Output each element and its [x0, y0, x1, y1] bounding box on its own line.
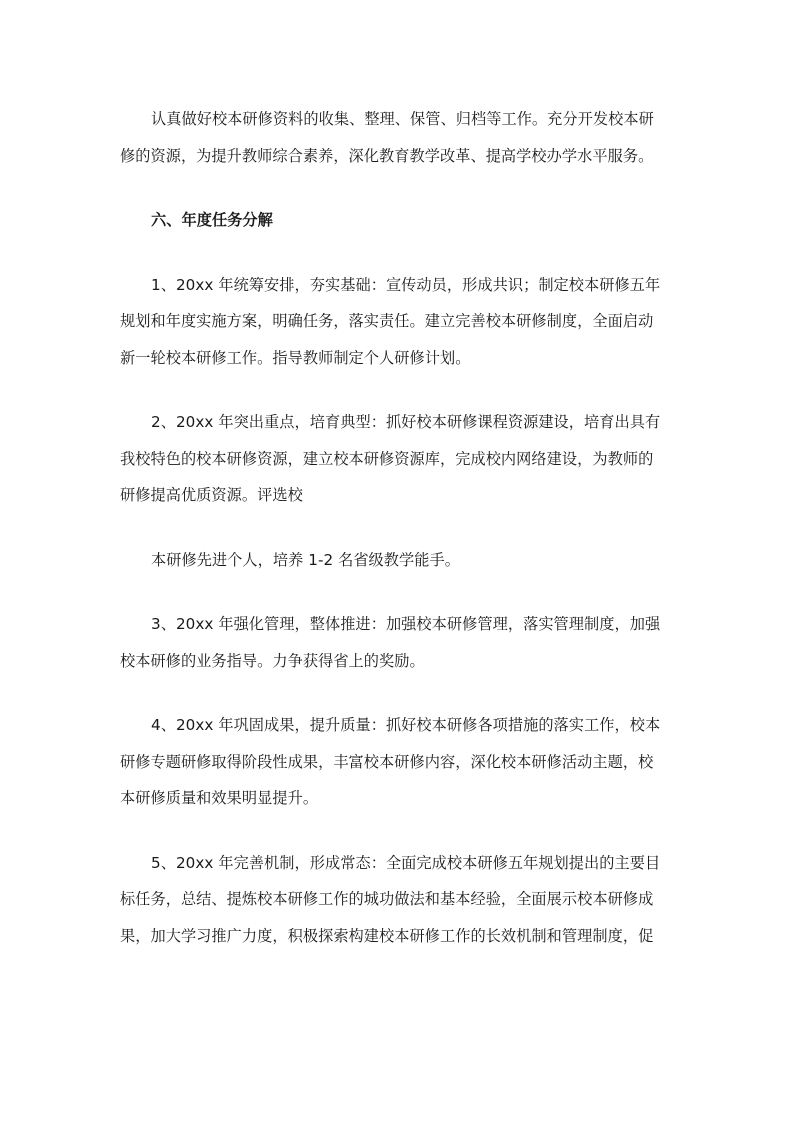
task-item-2-continued — [120, 542, 676, 579]
text-line: 研修专题研修取得阶段性成果，丰富校本研修内容，深化校本研修活动主题，校 — [120, 752, 654, 771]
task-item-5 — [120, 845, 676, 955]
task-item-3 — [120, 606, 676, 679]
text-line: 5、20xx 年完善机制，形成常态：全面完成校本研修五年规划提出的主要目 — [151, 853, 661, 872]
text-line: 标任务，总结、提炼校本研修工作的城功做法和基本经验，全面展示校本研修成 — [120, 890, 654, 908]
task-item-4 — [120, 707, 676, 817]
document-body — [120, 101, 676, 954]
text-line: 本研修质量和效果明显提升。 — [120, 789, 319, 807]
text-line: 果，加大学习推广力度，积极探索构建校本研修工作的长效机制和管理制度，促 — [120, 926, 654, 945]
text-line: 2、20xx 年突出重点，培育典型：抓好校本研修课程资源建设，培育出具有 — [151, 413, 661, 431]
text-line: 1、20xx 年统筹安排，夯实基础：宣传动员，形成共识；制定校本研修五年 — [151, 275, 661, 294]
intro-paragraph — [120, 101, 676, 174]
text-line: 新一轮校本研修工作。指导教师制定个人研修计划。 — [120, 348, 471, 367]
section-heading: 六、年度任务分解 — [151, 211, 273, 229]
text-line: 本研修先进个人，培养 1-2 名省级教学能手。 — [151, 550, 460, 569]
task-item-1 — [120, 267, 676, 377]
text-line: 校本研修的业务指导。力争获得省上的奖励。 — [120, 651, 425, 670]
text-line: 规划和年度实施方案，明确任务，落实责任。建立完善校本研修制度，全面启动 — [120, 312, 654, 330]
text-line: 我校特色的校本研修资源，建立校本研修资源库，完成校内网络建设，为教师的 — [120, 449, 654, 468]
text-line: 4、20xx 年巩固成果，提升质量：抓好校本研修各项措施的落实工作，校本 — [151, 716, 661, 734]
text-line: 修的资源，为提升教师综合素养，深化教育教学改革、提高学校办学水平服务。 — [120, 146, 654, 165]
text-line: 3、20xx 年强化管理，整体推进：加强校本研修管理，落实管理制度，加强 — [151, 615, 661, 633]
task-item-2 — [120, 404, 676, 514]
text-line: 认真做好校本研修资料的收集、整理、保管、归档等工作。充分开发校本研 — [151, 110, 654, 128]
text-line: 研修提高优质资源。评选校 — [120, 486, 303, 504]
